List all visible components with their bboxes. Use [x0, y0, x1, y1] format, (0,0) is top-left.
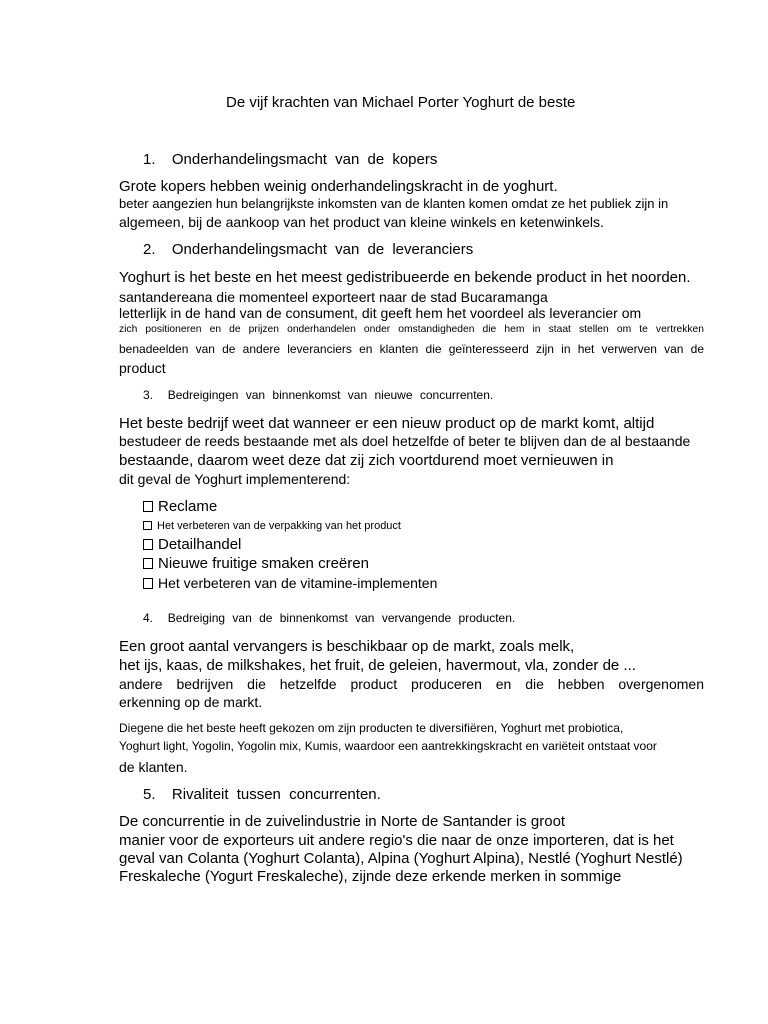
paragraph-line: benadeelden van de andere leveranciers en klanten die geïnteresseerd zijn in het verwerven van de [119, 342, 704, 356]
page-title: De vijf krachten van Michael Porter Yoghurt de beste [226, 94, 576, 111]
bullet-item: Nieuwe fruitige smaken creëren [143, 555, 369, 572]
bullet-item: Het verbeteren van de verpakking van het product [143, 520, 401, 532]
checkbox-bullet-icon [143, 501, 153, 512]
paragraph-line: Het beste bedrijf weet dat wanneer er een nieuw product op de markt komt, altijd [119, 415, 655, 432]
section-heading-text: Onderhandelingsmacht van de kopers [171, 151, 438, 168]
section-heading-4 [143, 611, 515, 625]
paragraph-line: de klanten. [119, 759, 188, 775]
paragraph-line: De concurrentie in de zuivelindustrie in Norte de Santander is groot [119, 813, 566, 830]
bullet-item: Het verbeteren van de vitamine-implementen [143, 575, 437, 591]
paragraph-line: dit geval de Yoghurt implementerend: [119, 471, 351, 487]
section-heading-5 [143, 786, 381, 803]
paragraph-line: letterlijk in de hand van de consument, dit geeft hem het voordeel als leverancier om [119, 305, 642, 321]
checkbox-bullet-icon [143, 578, 153, 589]
section-number: 2. [143, 241, 156, 258]
section-heading-text: Onderhandelingsmacht van de leveranciers [171, 241, 474, 258]
section-heading-3 [143, 388, 493, 402]
paragraph-line: Grote kopers hebben weinig onderhandelingskracht in de yoghurt. [119, 178, 558, 195]
paragraph-line: erkenning op de markt. [119, 694, 263, 710]
paragraph-line: algemeen, bij de aankoop van het product van kleine winkels en ketenwinkels. [119, 214, 604, 230]
section-number: 5. [143, 786, 156, 803]
section-number: 4. [143, 611, 154, 625]
checkbox-bullet-icon [143, 521, 152, 530]
paragraph-line: beter aangezien hun belangrijkste inkomsten van de klanten komen omdat ze het publiek zijn in [119, 196, 669, 211]
paragraph-line: Yoghurt is het beste en het meest gedistribueerde en bekende product in het noorden. [119, 269, 691, 286]
paragraph-line: product [119, 360, 166, 376]
section-heading-text: Bedreiging van de binnenkomst van vervangende producten. [167, 611, 516, 625]
paragraph-line: Yoghurt light, Yogolin, Yogolin mix, Kumis, waardoor een aantrekkingskracht en variëteit ontstaat voor [119, 739, 657, 753]
paragraph-line: Een groot aantal vervangers is beschikbaar op de markt, zoals melk, [119, 638, 575, 655]
paragraph-line: het ijs, kaas, de milkshakes, het fruit, de geleien, havermout, vla, zonder de ... [119, 657, 636, 674]
paragraph-line: Freskaleche (Yogurt Freskaleche), zijnde deze erkende merken in sommige [119, 868, 622, 885]
paragraph-line: zich positioneren en de prijzen onderhandelen onder omstandigheden die hem in staat stellen om te vertrekken [119, 324, 704, 335]
paragraph-line: bestudeer de reeds bestaande met als doel hetzelfde of beter te blijven dan de al bestaande [119, 433, 691, 449]
paragraph-line: santandereana die momenteel exporteert naar de stad Bucaramanga [119, 289, 548, 305]
section-heading-text: Bedreigingen van binnenkomst van nieuwe concurrenten. [167, 388, 494, 402]
paragraph-line: manier voor de exporteurs uit andere regio's die naar de onze importeren, dat is het [119, 832, 674, 849]
paragraph-line: geval van Colanta (Yoghurt Colanta), Alpina (Yoghurt Alpina), Nestlé (Yoghurt Nestlé) [119, 850, 683, 867]
paragraph-line: andere bedrijven die hetzelfde product produceren en die hebben overgenomen [119, 676, 704, 692]
paragraph-line: Diegene die het beste heeft gekozen om zijn producten te diversifiëren, Yoghurt met probiotica, [119, 721, 624, 735]
section-heading-text: Rivaliteit tussen concurrenten. [171, 786, 381, 803]
bullet-item: Detailhandel [143, 536, 241, 553]
checkbox-bullet-icon [143, 558, 153, 569]
paragraph-line: bestaande, daarom weet deze dat zij zich voortdurend moet vernieuwen in [119, 452, 614, 469]
section-number: 1. [143, 151, 156, 168]
checkbox-bullet-icon [143, 539, 153, 550]
section-number: 3. [143, 388, 154, 402]
section-heading-2 [143, 241, 473, 258]
section-heading-1 [143, 151, 437, 168]
bullet-item: Reclame [143, 498, 217, 515]
